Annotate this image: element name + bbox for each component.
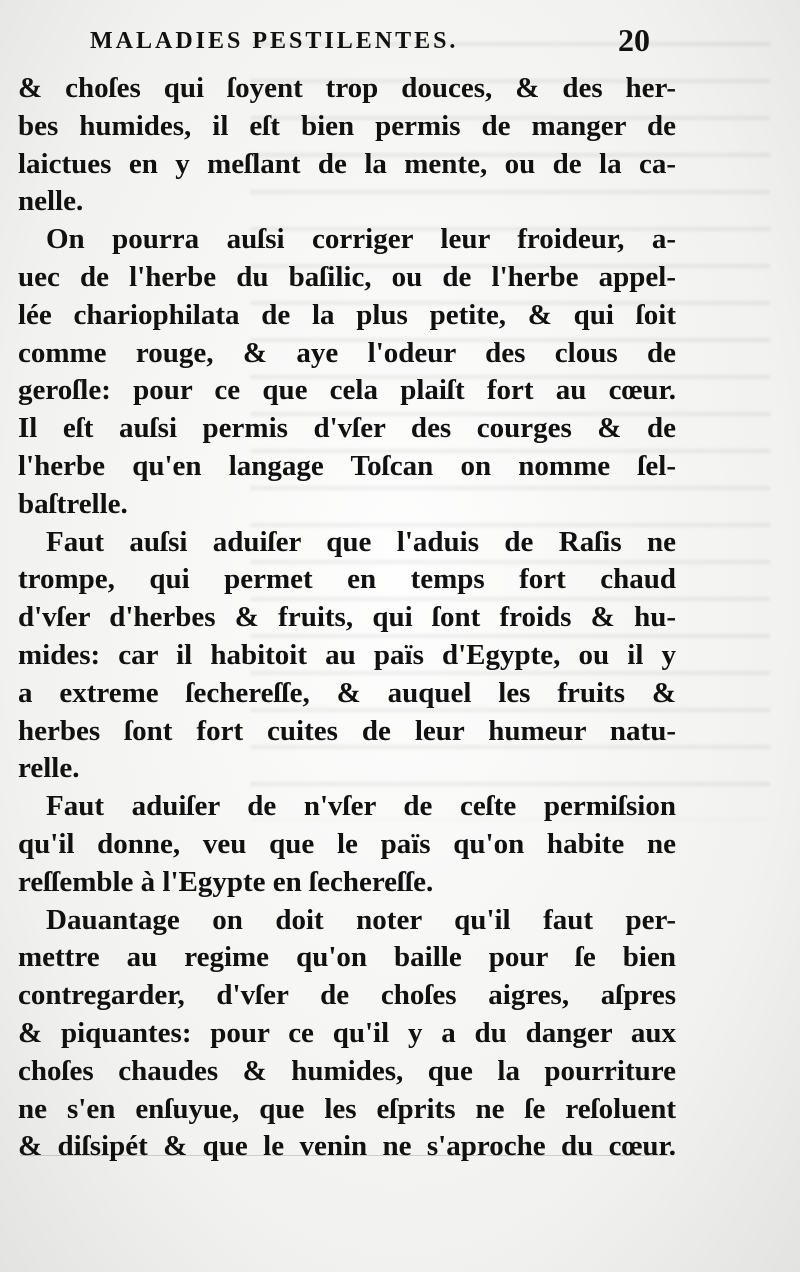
text-line: & choſes qui ſoyent trop douces, & des her- xyxy=(18,72,676,104)
text-line: reſſemble à l'Egypte en ſechereſſe. xyxy=(18,865,434,898)
text-line: geroſle: pour ce que cela plaiſt fort au cœur. xyxy=(18,374,676,407)
text-line: l'herbe qu'en langage Toſcan on nomme ſel- xyxy=(18,449,676,482)
text-line: bes humides, il eſt bien permis de manger de xyxy=(18,109,676,142)
body-text xyxy=(18,70,676,1166)
page-number: 20 xyxy=(618,22,650,58)
running-head: MALADIES PESTILENTES. xyxy=(90,28,459,54)
text-line: herbes ſont fort cuites de leur humeur natu- xyxy=(18,714,676,747)
text-line: uec de l'herbe du baſilic, ou de l'herbe appel- xyxy=(18,260,676,293)
text-line: ne s'en enſuyue, que les eſprits ne ſe reſoluent xyxy=(18,1092,676,1125)
text-line: & diſsipét & que le venin ne s'aproche du cœur. xyxy=(18,1130,676,1163)
text-line: mides: car il habitoit au païs d'Egypte, ou il y xyxy=(18,638,676,671)
text-line: & piquantes: pour ce qu'il y a du danger aux xyxy=(18,1016,676,1049)
bottom-rule xyxy=(20,1155,670,1156)
text-line: relle. xyxy=(18,752,80,785)
text-line: Faut auſsi aduiſer que l'aduis de Raſis ne xyxy=(46,525,676,558)
text-line: Il eſt auſsi permis d'vſer des courges & de xyxy=(18,412,676,445)
text-line: On pourra auſsi corriger leur froideur, a- xyxy=(46,223,676,256)
text-line: choſes chaudes & humides, que la pourriture xyxy=(18,1054,676,1087)
text-line: lée chariophilata de la plus petite, & qui ſoit xyxy=(18,298,676,331)
text-line: nelle. xyxy=(18,185,84,218)
text-line: trompe, qui permet en temps fort chaud xyxy=(18,563,676,596)
text-line: Faut aduiſer de n'vſer de ceſte permiſsion xyxy=(46,790,676,823)
text-line: laictues en y meſlant de la mente, ou de la ca- xyxy=(18,147,676,180)
page-header xyxy=(90,22,650,62)
text-line: a extreme ſechereſſe, & auquel les fruits & xyxy=(18,676,676,709)
text-line: baſtrelle. xyxy=(18,487,128,520)
text-line: contregarder, d'vſer de choſes aigres, aſpres xyxy=(18,979,676,1012)
text-line: d'vſer d'herbes & fruits, qui ſont froids & hu- xyxy=(18,601,676,634)
text-line: comme rouge, & aye l'odeur des clous de xyxy=(18,336,676,369)
text-line: Dauantage on doit noter qu'il faut per- xyxy=(46,903,676,936)
text-line: qu'il donne, veu que le païs qu'on habite ne xyxy=(18,827,676,860)
text-line: mettre au regime qu'on baille pour ſe bien xyxy=(18,941,676,974)
